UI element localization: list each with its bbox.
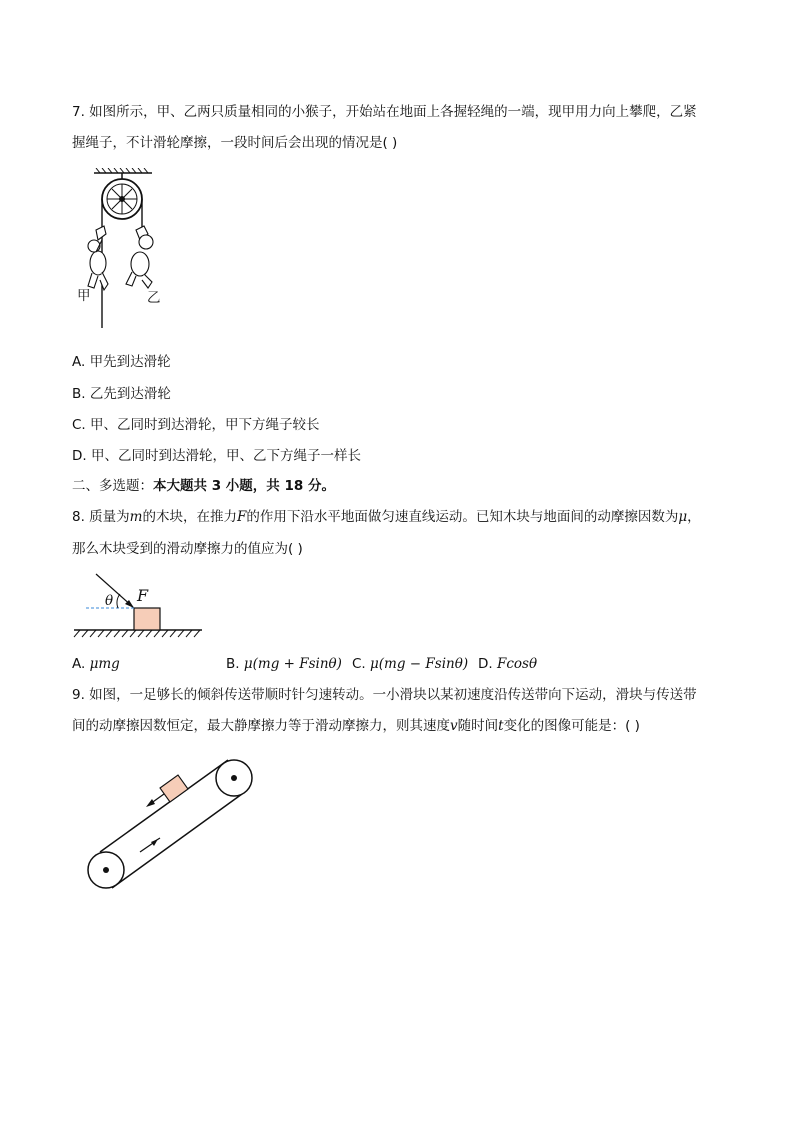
q7-stem-line1: 7. 如图所示，甲、乙两只质量相同的小猴子，开始站在地面上各握轻绳的一端，现甲用力向上攀爬，乙紧 [72,104,697,120]
option-expression: μ(mg − Fsinθ) [370,656,469,672]
q8-stem-part: 8. 质量为 [72,509,130,525]
q8-stem-part: 的木块，在推力 [142,509,237,525]
q9-stem-part: 变化的图像可能是：( ) [503,718,640,734]
q8-option-c[interactable] [352,655,478,673]
section-heading [72,477,335,495]
q8-label-force: F [137,586,149,605]
option-expression: μ(mg + Fsinθ) [243,656,342,672]
q9-stem-line1: 9. 如图，一足够长的倾斜传送带顺时针匀速转动。一小滑块以某初速度沿传送带向下运动，滑块与传送带 [72,687,697,703]
q8-symbol-f: F [236,509,247,525]
option-expression: μmg [89,656,120,672]
q9-conveyor-belt-figure [84,756,256,892]
q8-label-theta: θ [105,593,114,609]
q8-option-b[interactable] [226,655,352,673]
q8-symbol-mu: μ [678,509,688,525]
section-description: 本大题共 3 小题，共 18 分。 [153,478,335,494]
option-expression: Fcosθ [496,656,538,672]
q7-option-a[interactable]: A. 甲先到达滑轮 [72,354,171,370]
q7-option-b[interactable]: B. 乙先到达滑轮 [72,386,171,402]
q9-symbol-v: v [450,718,458,734]
q7-option-d[interactable]: D. 甲、乙同时到达滑轮，甲、乙下方绳子一样长 [72,448,361,464]
q7-label-jia: 甲 [77,288,91,304]
q8-options-row [72,655,537,673]
q7-label-yi: 乙 [147,290,161,306]
q8-stem-line2: 那么木块受到的滑动摩擦力的值应为( ) [72,541,303,557]
q7-option-c[interactable]: C. 甲、乙同时到达滑轮，甲下方绳子较长 [72,417,320,433]
q7-stem-line2: 握绳子，不计滑轮摩擦，一段时间后会出现的情况是( ) [72,135,398,151]
q8-option-a[interactable] [72,655,226,673]
q9-stem-part: 间的动摩擦因数恒定，最大静摩擦力等于滑动摩擦力，则其速度 [72,718,450,734]
q9-symbol-t: t [498,718,504,734]
q8-stem-part: ， [687,509,701,525]
option-label: D. [478,656,493,672]
q8-stem-part: 的作用下沿水平地面做匀速直线运动。已知木块与地面间的动摩擦因数为 [246,509,679,525]
option-label: B. [226,656,240,672]
q7-pulley-monkeys-figure [74,168,174,333]
option-label: C. [352,656,366,672]
q8-option-d[interactable] [478,655,537,673]
q8-stem-line1 [72,508,701,526]
option-label: A. [72,656,86,672]
section-prefix: 二、多选题： [72,478,153,494]
q9-stem-line2 [72,717,640,735]
q8-symbol-m: m [129,509,143,525]
q9-stem-part: 随时间 [457,718,499,734]
q8-block-force-figure [72,570,204,640]
